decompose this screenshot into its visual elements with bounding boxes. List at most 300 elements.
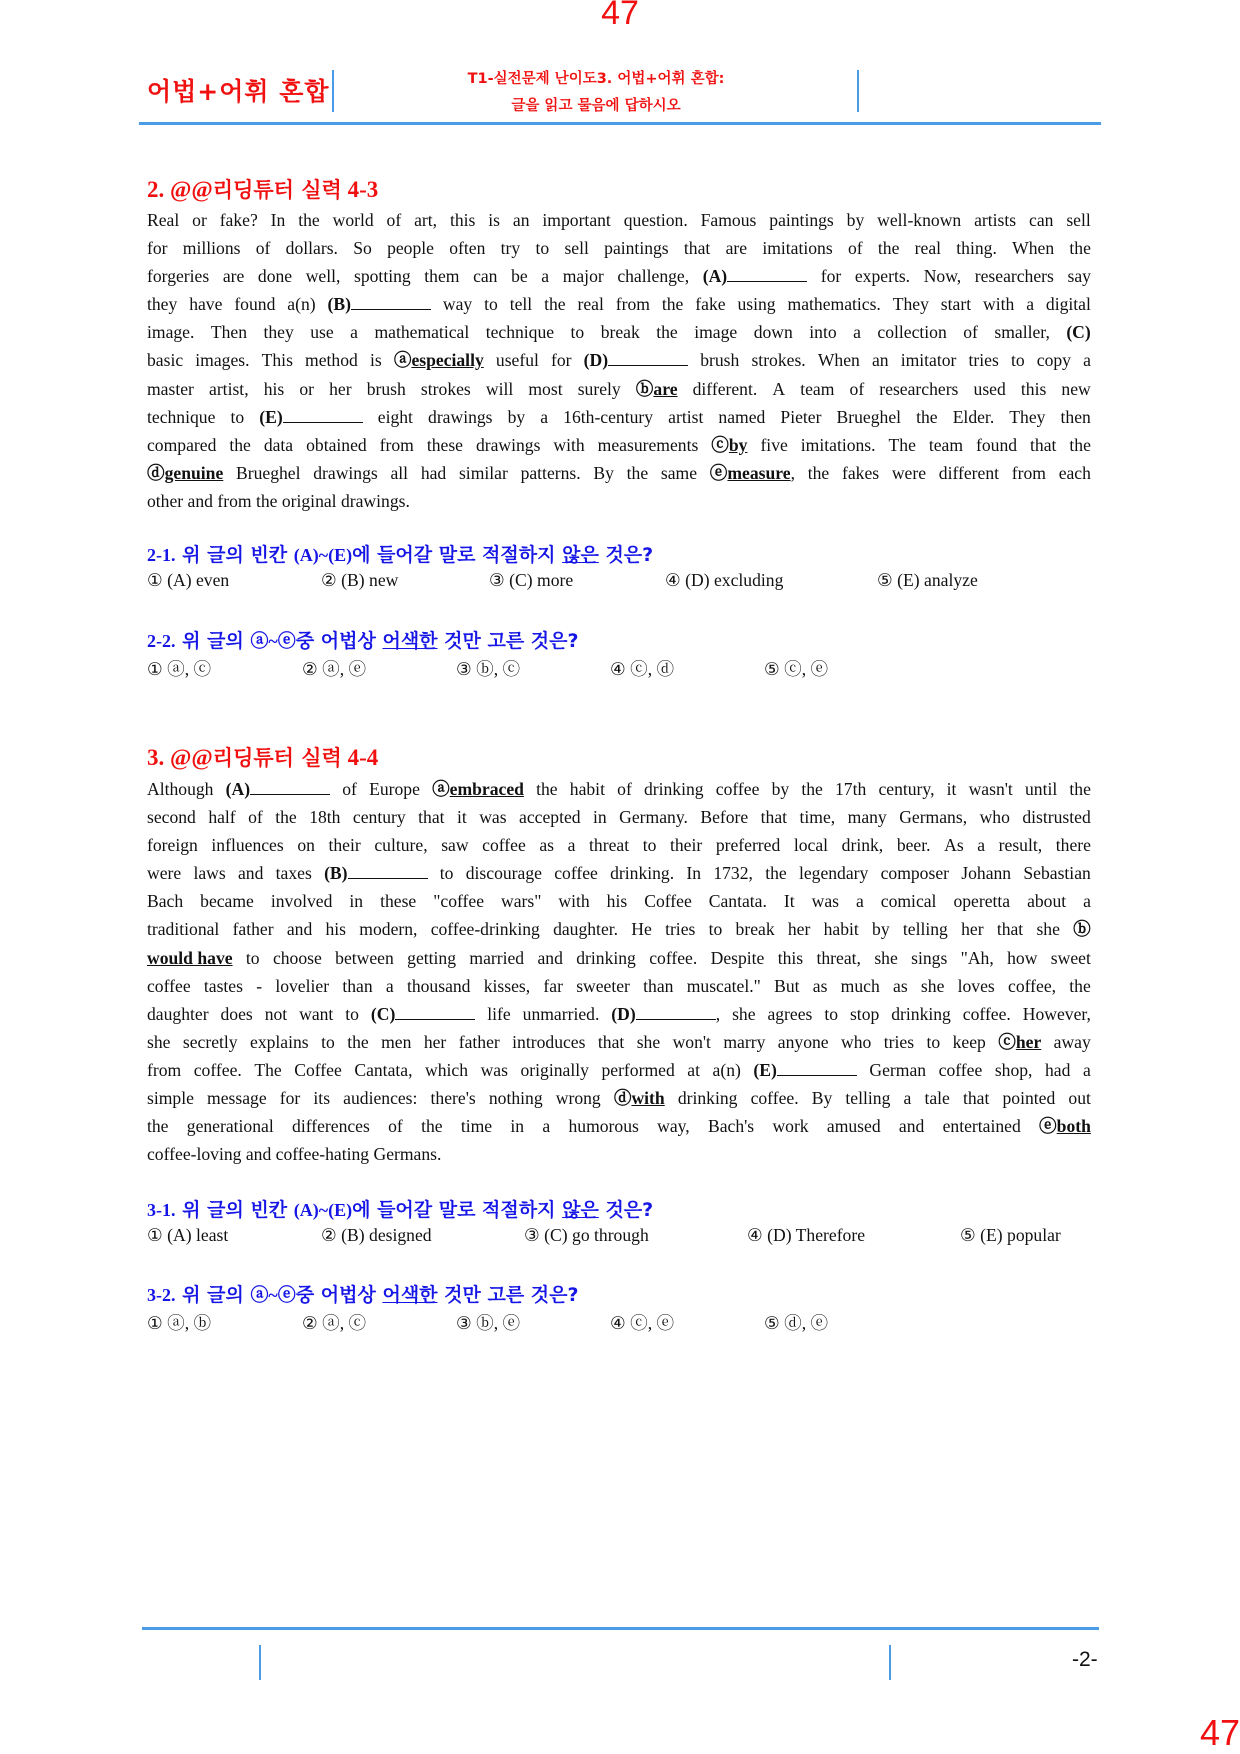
passage-word: saw	[441, 835, 469, 856]
passage-line	[147, 431, 1091, 459]
underlined-target-word: would have	[147, 947, 233, 968]
passage-word: collection	[877, 322, 947, 343]
answer-option[interactable]: ① (A) even	[147, 570, 230, 590]
answer-blank	[283, 404, 363, 423]
passage-word: this	[777, 947, 804, 968]
passage-word: of	[388, 1116, 403, 1137]
passage-word: married	[469, 947, 525, 968]
passage-word: work	[772, 1116, 809, 1137]
passage-word: The	[254, 1059, 282, 1080]
answer-option[interactable]: ② ⓐ, ⓒ	[302, 1313, 367, 1333]
passage-word: nothing	[488, 1088, 543, 1109]
passage-word: the	[421, 1116, 443, 1137]
marked-group	[636, 375, 678, 403]
answer-option[interactable]: ③ ⓑ, ⓒ	[456, 659, 521, 679]
question-text: 위 글의 빈칸	[182, 1199, 288, 1221]
passage-word: to	[245, 947, 260, 968]
passage-word: The	[888, 434, 916, 455]
passage-word: similar	[458, 462, 508, 483]
passage-word: are	[222, 266, 245, 287]
passage-word: strokes.	[751, 350, 806, 371]
passage-word: brush	[700, 350, 740, 371]
passage-word: traditional	[147, 919, 220, 940]
answer-option[interactable]: ② (B) designed	[321, 1225, 432, 1245]
passage-word: result,	[998, 835, 1043, 856]
passage-word: major	[562, 266, 604, 287]
marked-group	[432, 775, 524, 803]
answer-option[interactable]: ⑤ (E) popular	[960, 1225, 1061, 1245]
passage-line	[147, 290, 1091, 318]
passage-word: amused	[826, 1116, 881, 1137]
marked-group	[394, 346, 484, 374]
passage-word: to	[345, 1003, 359, 1024]
header-subtitle	[335, 66, 857, 120]
passage-word: Despite	[710, 947, 765, 968]
passage-word: coffee	[482, 835, 526, 856]
passage-word: say	[1067, 266, 1091, 287]
passage-line	[147, 1056, 1091, 1084]
passage-word: the	[916, 406, 938, 427]
question-range: (A)~(E)	[293, 545, 353, 565]
passage-word: that	[996, 919, 1024, 940]
passage-word: habit	[823, 919, 859, 940]
passage-word: an	[871, 350, 889, 371]
answer-blank	[348, 860, 428, 879]
passage-word: to	[484, 294, 498, 315]
passage-word: second	[147, 807, 196, 828]
passage-word: time,	[799, 807, 836, 828]
passage-word: taxes	[275, 863, 312, 884]
passage	[147, 775, 1091, 1168]
passage-word: is	[488, 210, 501, 230]
blank-label: (B)	[327, 294, 351, 315]
passage-word: As	[944, 835, 964, 856]
answer-option[interactable]: ① ⓐ, ⓑ	[147, 1313, 212, 1333]
question-text: 위 글의	[182, 1284, 244, 1306]
passage-word: most	[528, 378, 563, 399]
question-prompt	[147, 1195, 653, 1222]
question-number: 3-1.	[147, 1200, 176, 1220]
passage-word: using	[737, 294, 776, 315]
passage-word: this	[1020, 378, 1047, 399]
passage-word: these	[380, 891, 417, 912]
question-number: 3-2.	[147, 1285, 176, 1305]
passage-word: mathematical	[374, 322, 470, 343]
passage-line	[147, 1000, 1091, 1028]
passage-word: by	[507, 406, 526, 427]
blank-label: (A)	[225, 779, 251, 799]
passage-word: muscatel."	[686, 975, 761, 996]
passage-word: she	[1036, 919, 1060, 940]
question-emphasis: 어색한	[382, 1284, 438, 1306]
passage-word: German	[869, 1059, 927, 1080]
passage-word: to	[708, 919, 723, 940]
passage-word: composer	[880, 863, 949, 884]
passage-word: surely	[577, 378, 621, 399]
passage-word: measurements	[597, 434, 699, 455]
passage-word: and	[898, 1116, 925, 1137]
blank-label: (B)	[324, 863, 348, 884]
passage-word: as	[812, 975, 828, 996]
section-title-suffix: 4-4	[347, 745, 379, 770]
passage-word: coffee	[554, 863, 598, 884]
passage-word: used	[973, 378, 1006, 399]
passage-word: of	[342, 779, 357, 799]
passage-word: she	[147, 1031, 171, 1052]
passage-word: laws	[193, 863, 226, 884]
passage-word: at	[687, 1059, 700, 1080]
header-subtitle-line2: 글을 읽고 물음에 답하시오	[511, 98, 681, 114]
passage-line	[147, 234, 1091, 262]
passage-word: to	[570, 322, 585, 343]
passage-word: of	[248, 807, 263, 828]
passage-word: Pieter	[780, 406, 822, 427]
answer-option[interactable]: ⑤ ⓒ, ⓔ	[764, 659, 829, 679]
passage-word: lovelier	[275, 975, 330, 996]
answer-option[interactable]: ② ⓐ, ⓔ	[302, 659, 367, 679]
passage-word: there's	[430, 1088, 476, 1109]
passage-word: a(n)	[712, 1059, 741, 1080]
circled-marker: ⓔ	[709, 462, 728, 483]
passage-word: sings	[911, 947, 948, 968]
passage-word: from	[615, 294, 650, 315]
passage-word: world	[332, 210, 374, 230]
marked-group	[226, 775, 330, 803]
marked-group	[611, 1000, 720, 1028]
passage-word: for	[820, 266, 842, 287]
passage-word: researchers	[974, 266, 1054, 287]
passage-word: discourage	[465, 863, 542, 884]
question-range: ⓐ~ⓔ	[250, 1285, 296, 1305]
passage-word: 16th-century	[563, 406, 654, 427]
passage-line	[147, 375, 1091, 403]
passage-line	[147, 1112, 1091, 1140]
answer-blank	[250, 776, 330, 795]
passage-line	[147, 803, 1091, 831]
passage-word: the	[536, 779, 558, 799]
passage-word: entertained	[942, 1116, 1021, 1137]
passage-word: her	[329, 378, 352, 399]
passage-word: life	[487, 1003, 511, 1024]
passage-word: They	[892, 294, 929, 315]
marked-group	[614, 1084, 665, 1112]
passage-word: about	[1027, 891, 1067, 912]
passage-word: drinking	[576, 947, 636, 968]
passage-line	[147, 831, 1091, 859]
answer-option[interactable]: ④ ⓒ, ⓔ	[610, 1313, 675, 1333]
passage-word: culture,	[374, 835, 428, 856]
passage-word: way	[442, 294, 473, 315]
passage-word: the	[544, 294, 566, 315]
passage-word: how	[1007, 947, 1038, 968]
passage-word: they	[263, 322, 294, 343]
passage-word: differences	[292, 1116, 370, 1137]
passage-word: it	[456, 807, 467, 828]
passage-word: drawings	[428, 406, 493, 427]
passage-word: done	[257, 266, 293, 287]
answer-option[interactable]: ⑤ ⓓ, ⓔ	[764, 1313, 829, 1333]
marked-group	[259, 403, 362, 431]
passage-word: to	[824, 1003, 839, 1024]
passage-word: the	[877, 238, 900, 259]
question-text: 위 글의 빈칸	[182, 544, 288, 566]
passage-word: imitations.	[800, 434, 876, 455]
circled-marker: ⓓ	[147, 462, 165, 483]
passage-word: anyone	[777, 1031, 829, 1052]
passage-word: was	[811, 891, 839, 912]
circled-marker: ⓔ	[1039, 1116, 1057, 1137]
passage-word: a	[540, 406, 549, 427]
passage-word: He	[631, 919, 652, 940]
passage-word: will	[485, 378, 514, 399]
passage-word: often	[449, 238, 486, 259]
passage-word: found	[976, 434, 1018, 455]
passage-word: master	[147, 378, 194, 399]
answer-option[interactable]: ⑤ (E) analyze	[877, 570, 978, 590]
passage-word: When	[817, 350, 860, 371]
passage-word: tell	[509, 294, 533, 315]
passage-word: compared	[147, 434, 217, 455]
passage-word: thing.	[956, 238, 997, 259]
passage-word: kisses,	[483, 975, 531, 996]
passage-word: technique	[147, 406, 216, 427]
passage-word: as	[539, 835, 555, 856]
passage-word: strokes	[420, 378, 471, 399]
passage-word: team	[928, 434, 964, 455]
marked-group	[371, 1000, 475, 1028]
passage-word: useful	[495, 350, 539, 371]
answer-option[interactable]: ④ (D) Therefore	[747, 1225, 866, 1245]
passage-word: Sebastian	[1023, 863, 1091, 884]
passage-word: from	[379, 434, 414, 455]
question-range: (A)~(E)	[293, 1200, 353, 1220]
passage-line	[147, 887, 1091, 915]
passage-word: Brueghel	[236, 462, 301, 483]
passage-word: originally	[520, 1059, 589, 1080]
passage-word: This	[261, 350, 293, 371]
passage-word: local	[793, 835, 829, 856]
passage-word: she	[874, 947, 898, 968]
passage-line	[147, 972, 1091, 1000]
passage-word: performed	[601, 1059, 675, 1080]
passage-word: the	[1069, 975, 1091, 996]
passage-word: technique	[485, 322, 555, 343]
passage-word: audiences:	[343, 1088, 418, 1109]
underlined-target-word: especially	[411, 350, 484, 371]
passage-word: until	[1024, 779, 1058, 799]
passage-word: loves	[957, 975, 995, 996]
passage-line	[147, 318, 1091, 346]
answer-option[interactable]: ② (B) new	[321, 570, 399, 590]
question-number: 2-1.	[147, 545, 176, 565]
passage-word: coffee	[938, 1059, 983, 1080]
section-number: 2.	[147, 177, 165, 202]
answer-option[interactable]: ① (A) least	[147, 1225, 229, 1245]
passage-word: coffee.	[649, 947, 698, 968]
answer-blank	[608, 347, 688, 366]
passage-word: tastes	[203, 975, 243, 996]
passage-word: use	[310, 322, 334, 343]
passage-word: with	[553, 434, 585, 455]
passage-word: the	[807, 462, 830, 483]
question-text: 중 어법상	[295, 630, 376, 652]
passage-word: imitator	[900, 350, 957, 371]
blank-label: (C)	[370, 1003, 396, 1024]
circled-marker: ⓓ	[613, 1088, 632, 1109]
blank-label: (D)	[583, 350, 609, 371]
passage-word: choose	[272, 947, 322, 968]
passage-word: wars"	[501, 891, 542, 912]
passage-word: message	[207, 1088, 267, 1109]
passage-word: Germany.	[619, 807, 688, 828]
passage-word: it	[946, 779, 957, 799]
passage-word: or	[299, 378, 315, 399]
passage-word: there	[1055, 835, 1091, 856]
passage-word: imitations	[762, 238, 833, 259]
passage-word: father	[232, 919, 274, 940]
passage-text: coffee-loving and coffee-hating Germans.	[147, 1144, 442, 1165]
passage-word: coffee,	[1008, 975, 1057, 996]
passage-word: be	[511, 266, 528, 287]
passage-word: Elder.	[952, 406, 995, 427]
passage-word: from	[147, 1059, 182, 1080]
answer-option[interactable]: ③ ⓑ, ⓔ	[456, 1313, 521, 1333]
passage-word: Cantata,	[354, 1059, 413, 1080]
passage-word: brush	[366, 378, 406, 399]
passage-word: method	[305, 350, 358, 371]
passage-word: this	[449, 210, 476, 230]
passage-word: different.	[692, 378, 758, 399]
passage-word: influences	[211, 835, 284, 856]
passage-line	[147, 915, 1091, 943]
passage-word: a	[567, 835, 576, 856]
passage-word: a	[1083, 350, 1091, 371]
passage-word: in	[349, 891, 364, 912]
passage-word: drawings	[475, 434, 541, 455]
passage-word: out	[1068, 1088, 1091, 1109]
passage-word: down	[753, 322, 793, 343]
passage-word: far	[543, 975, 563, 996]
marked-group	[324, 859, 427, 887]
passage-word: involved	[270, 891, 333, 912]
passage-word: same	[660, 462, 698, 483]
passage-word: Then	[210, 322, 248, 343]
passage-word: drawings	[313, 462, 378, 483]
passage-line	[147, 262, 1091, 290]
answer-option[interactable]: ③ (C) more	[489, 570, 574, 590]
passage-word: to	[535, 238, 550, 259]
passage-word: fake	[695, 294, 726, 315]
question-prompt	[147, 540, 653, 567]
passage-word: coffee	[147, 975, 191, 996]
passage-line	[147, 459, 1091, 487]
section-title-korean: 리딩튜터 실력	[212, 178, 342, 202]
passage-word: team	[800, 378, 835, 399]
answer-blank	[636, 1001, 716, 1020]
answer-option[interactable]: ④ ⓒ, ⓓ	[610, 659, 675, 679]
answer-option[interactable]: ① ⓐ, ⓒ	[147, 659, 212, 679]
passage-word: forgeries	[147, 266, 210, 287]
passage-word: had	[420, 462, 447, 483]
passage-word: and	[286, 919, 313, 940]
passage-word: half	[208, 807, 236, 828]
passage-word: she	[636, 1031, 661, 1052]
passage-word: By	[593, 462, 614, 483]
question-prompt	[147, 626, 579, 653]
header-title: 어법+어휘 혼합	[147, 77, 330, 106]
answer-option[interactable]: ④ (D) excluding	[665, 570, 784, 590]
passage-word: found	[234, 294, 276, 315]
underlined-target-word: with	[631, 1088, 665, 1109]
passage-word: an	[512, 210, 530, 230]
passage-word: was	[480, 1059, 508, 1080]
question-emphasis: 어색한	[382, 630, 438, 652]
passage-word: tries	[883, 1031, 915, 1052]
passage-word: the	[801, 779, 823, 799]
passage-line	[147, 487, 1091, 515]
passage-word: simple	[147, 1088, 194, 1109]
passage-word: won't	[672, 1031, 711, 1052]
underlined-target-word: measure	[727, 462, 791, 483]
passage-word: Johann	[961, 863, 1012, 884]
circled-marker: ⓒ	[711, 434, 729, 455]
question-text: 위 글의	[182, 630, 244, 652]
passage-word: Germans,	[899, 807, 968, 828]
passage-word: telling	[902, 919, 948, 940]
passage-word: It	[783, 891, 795, 912]
question-text: 중 어법상	[295, 1284, 376, 1306]
passage-word: ,	[790, 462, 796, 483]
question-emphasis: 않은	[562, 1199, 599, 1221]
passage-word: marry	[723, 1031, 766, 1052]
passage-word: that	[962, 1088, 990, 1109]
question-text: 것은?	[605, 1199, 654, 1221]
passage-word: their	[328, 835, 361, 856]
answer-option[interactable]: ③ (C) go through	[524, 1225, 649, 1245]
passage-word: her	[423, 1031, 447, 1052]
passage-word: not	[264, 1003, 288, 1024]
passage-word: preferred	[715, 835, 781, 856]
passage-word: she	[732, 1003, 756, 1024]
passage-line	[147, 403, 1091, 431]
blank-label: (E)	[259, 406, 283, 427]
footer-rule	[142, 1627, 1099, 1630]
question-emphasis: 않은	[562, 544, 599, 566]
passage-word: were	[147, 863, 182, 884]
passage-word: time	[460, 1116, 493, 1137]
passage-word: However,	[1022, 1003, 1091, 1024]
passage-word: agrees	[767, 1003, 813, 1024]
passage-word: generational	[186, 1116, 274, 1137]
passage-word: a	[853, 322, 861, 343]
passage-word: foreign	[147, 835, 198, 856]
passage-word: So	[353, 238, 372, 259]
passage-word: she	[920, 975, 945, 996]
passage-word: named	[718, 406, 766, 427]
passage-word: father	[458, 1031, 500, 1052]
marked-group	[998, 1028, 1041, 1056]
section-title-prefix: @@	[170, 745, 213, 770]
passage-word: are	[725, 238, 748, 259]
passage-word: Real	[147, 210, 180, 230]
passage-word: eight	[377, 406, 413, 427]
passage-word: daughter	[147, 1003, 209, 1024]
passage-word: for	[147, 238, 168, 259]
passage-word: became	[200, 891, 254, 912]
header-divider	[857, 70, 859, 112]
underlined-target-word: by	[728, 434, 748, 455]
marked-group	[1039, 1112, 1091, 1140]
